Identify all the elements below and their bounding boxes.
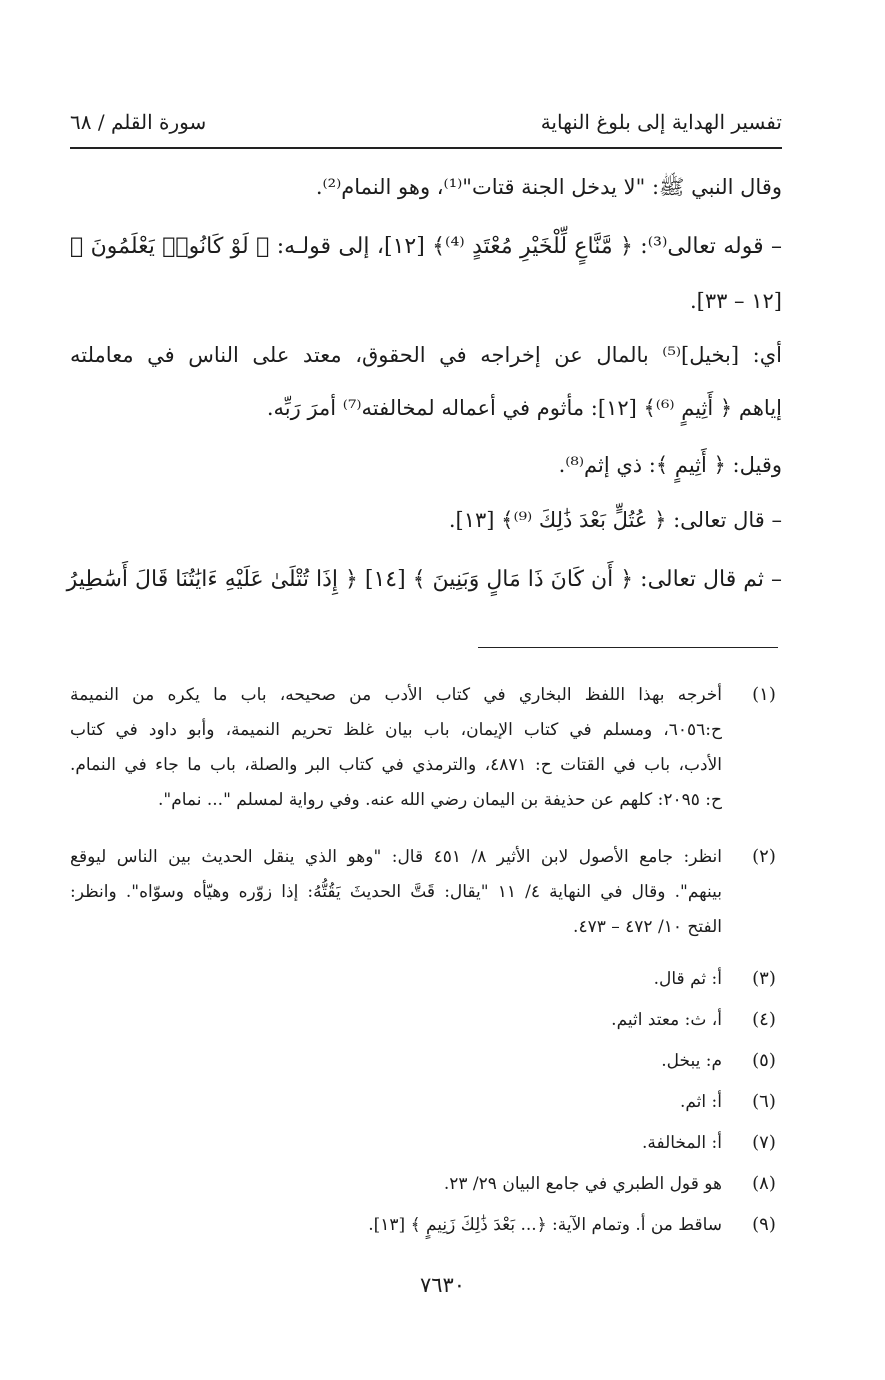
footnote-number: (٢) — [752, 846, 776, 867]
footnote-text: الأدب، باب في القتات ح: ٤٨٧١، والترمذي في كتاب البر والصلة، باب ما جاء في النمام. — [70, 755, 722, 775]
footnote-text: بينهم". وقال في النهاية ٤/ ١١ "يقال: قَتَّ الحديثَ يَقُتُّهُ: إذا زوّره وهيّأه وسوّاه". وانظر: — [70, 882, 723, 902]
text-line: [١٢ – ٣٣]. — [689, 289, 782, 313]
footnote-text: أخرجه بهذا اللفظ البخاري في كتاب الأدب من صحيحه، باب ما يكره من النميمة — [70, 685, 722, 705]
text-line: إياهم ﴿ أَثِيمٍ ⁽⁶⁾﴾ [١٢]: مأثوم في أعماله لمخالفته⁽⁷⁾ أمرَ رَبِّه. — [266, 396, 782, 420]
footnote-number: (٩) — [752, 1214, 776, 1235]
text-line: أي: [بخيل]⁽⁵⁾ بالمال عن إخراجه في الحقوق، معتد على الناس في معاملته — [70, 343, 782, 367]
text-line: – ثم قال تعالى: ﴿ أَن كَانَ ذَا مَالٍ وَبَنِينَ ﴾ [١٤] ﴿ إِذَا تُتْلَىٰ عَلَيْهِ ءَايَٰتُنَا قَالَ أَسَٰطِيرُ — [66, 567, 782, 592]
footnote-text: أ، ث: معتد اثيم. — [611, 1010, 722, 1030]
footnote-divider — [478, 647, 778, 648]
book-title: تفسير الهداية إلى بلوغ النهاية — [540, 110, 782, 134]
footnote-number: (٦) — [752, 1091, 776, 1112]
footnote-number: (٤) — [752, 1009, 776, 1030]
footnote-text: أ: المخالفة. — [641, 1133, 722, 1153]
page-number: ٧٦٣٠ — [419, 1273, 466, 1297]
footnote-text: الفتح ١٠/ ٤٧٢ – ٤٧٣. — [573, 917, 722, 937]
footnote-text: ح:٦٠٥٦، ومسلم في كتاب الإيمان، باب بيان غلظ تحريم النميمة، وأبو داود في كتاب — [70, 720, 722, 740]
footnote-text: أ: ثم قال. — [653, 969, 722, 989]
text-line: – قال تعالى: ﴿ عُتُلٍّ بَعْدَ ذَٰلِكَ ⁽⁹⁾﴾ [١٣]. — [448, 508, 782, 532]
footnote-text: هو قول الطبري في جامع البيان ٢٩/ ٢٣. — [443, 1174, 722, 1194]
footnote-text: انظر: جامع الأصول لابن الأثير ٨/ ٤٥١ قال: "وهو الذي ينقل الحديث بين الناس ليوقع — [70, 847, 722, 867]
footnote-text: م: يبخل. — [661, 1051, 722, 1071]
footnote-text: ساقط من أ. وتمام الآية: ﴿... بَعْدَ ذَٰلِكَ زَنِيمٍ ﴾ [١٣]. — [368, 1215, 722, 1235]
header-divider — [70, 147, 782, 149]
text-line: وقال النبي ﷺ: "لا يدخل الجنة قتات"⁽¹⁾، وهو النمام⁽²⁾. — [315, 175, 782, 199]
footnote-number: (٧) — [752, 1132, 776, 1153]
footnote-number: (٨) — [752, 1173, 776, 1194]
running-header — [70, 110, 782, 150]
footnote-number: (٥) — [752, 1050, 776, 1071]
footnote-number: (٣) — [752, 968, 776, 989]
text-line: وقيل: ﴿ أَثِيمٍ ﴾: ذي إثم⁽⁸⁾. — [558, 453, 782, 477]
surah-and-page: سورة القلم / ٦٨ — [70, 110, 207, 134]
footnote-number: (١) — [752, 684, 776, 705]
footnote-text: ح: ٢٠٩٥: كلهم عن حذيفة بن اليمان رضي الله عنه. وفي رواية لمسلم "... نمام". — [157, 790, 722, 810]
footnote-text: أ: اثم. — [679, 1092, 722, 1112]
text-line: – قوله تعالى⁽³⁾: ﴿ مَّنَّاعٍ لِّلْخَيْرِ مُعْتَدٍ ⁽⁴⁾﴾ [١٢]، إلى قولـه: ﴿ لَوْ كَانُوا۟ يَعْلَمُونَ ﴾ — [70, 234, 782, 259]
